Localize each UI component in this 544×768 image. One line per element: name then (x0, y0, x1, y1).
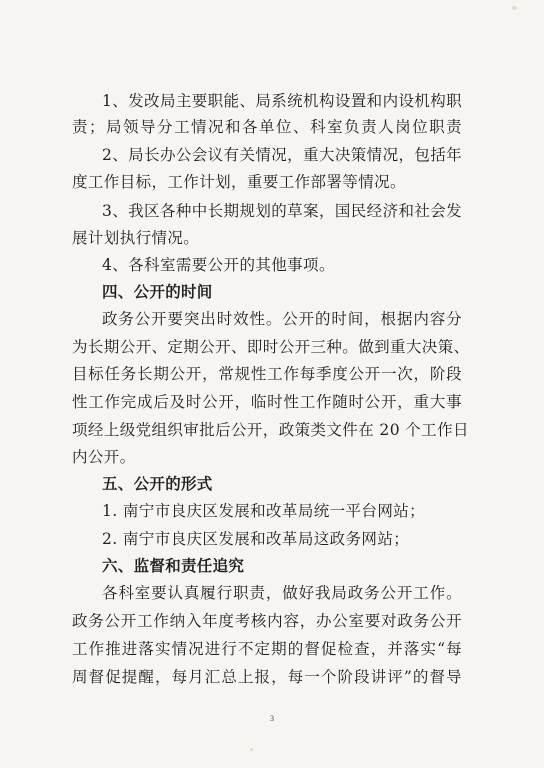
paragraph-line: 1、发改局主要职能、局系统机构设置和内设机构职 (102, 92, 463, 110)
paragraph-line: 责；局领导分工情况和各单位、科室负责人岗位职责 (72, 118, 462, 136)
paragraph-line: 性工作完成后及时公开，临时性工作随时公开，重大事 (72, 393, 462, 411)
paragraph-line: 内公开。 (72, 448, 136, 466)
paragraph-line: 周督促提醒，每月汇总上报，每一个阶段讲评”的督导 (72, 668, 462, 686)
paragraph-line: 项经上级党组织审批后公开，政策类文件在 20 个工作日 (72, 421, 469, 439)
paragraph-line: 4、各科室需要公开的其他事项。 (102, 256, 335, 274)
list-item: 1. 南宁市良庆区发展和改革局统一平台网站； (102, 502, 426, 520)
paragraph-line: 政务公开要突出时效性。公开的时间，根据内容分 (102, 310, 462, 328)
section-heading: 四、公开的时间 (102, 283, 213, 301)
list-item: 2. 南宁市良庆区发展和改革局这政务网站； (102, 530, 410, 548)
paragraph-line: 为长期公开、定期公开、即时公开三种。做到重大决策、 (72, 338, 470, 356)
paragraph-line: 度工作目标，工作计划，重要工作部署等情况。 (72, 173, 406, 191)
page-number: 3 (270, 714, 274, 723)
section-heading: 五、公开的形式 (102, 475, 213, 493)
paragraph-line: 各科室要认真履行职责，做好我局政务公开工作。 (102, 584, 462, 602)
section-heading: 六、监督和责任追究 (102, 557, 245, 575)
paragraph-line: 3、我区各种中长期规划的草案，国民经济和社会发 (102, 202, 463, 220)
paragraph-line: 政务公开工作纳入年度考核内容，办公室要对政务公开 (72, 612, 462, 630)
paragraph-line: 工作推进落实情况进行不定期的督促检查，并落实“每 (72, 640, 462, 658)
scan-speck (512, 6, 517, 10)
paragraph-line: 2、局长办公会议有关情况，重大决策情况，包括年 (102, 146, 463, 164)
scan-speck (250, 748, 253, 751)
paragraph-line: 展计划执行情况。 (72, 229, 200, 247)
paragraph-line: 目标任务长期公开，常规性工作每季度公开一次，阶段 (72, 365, 462, 383)
